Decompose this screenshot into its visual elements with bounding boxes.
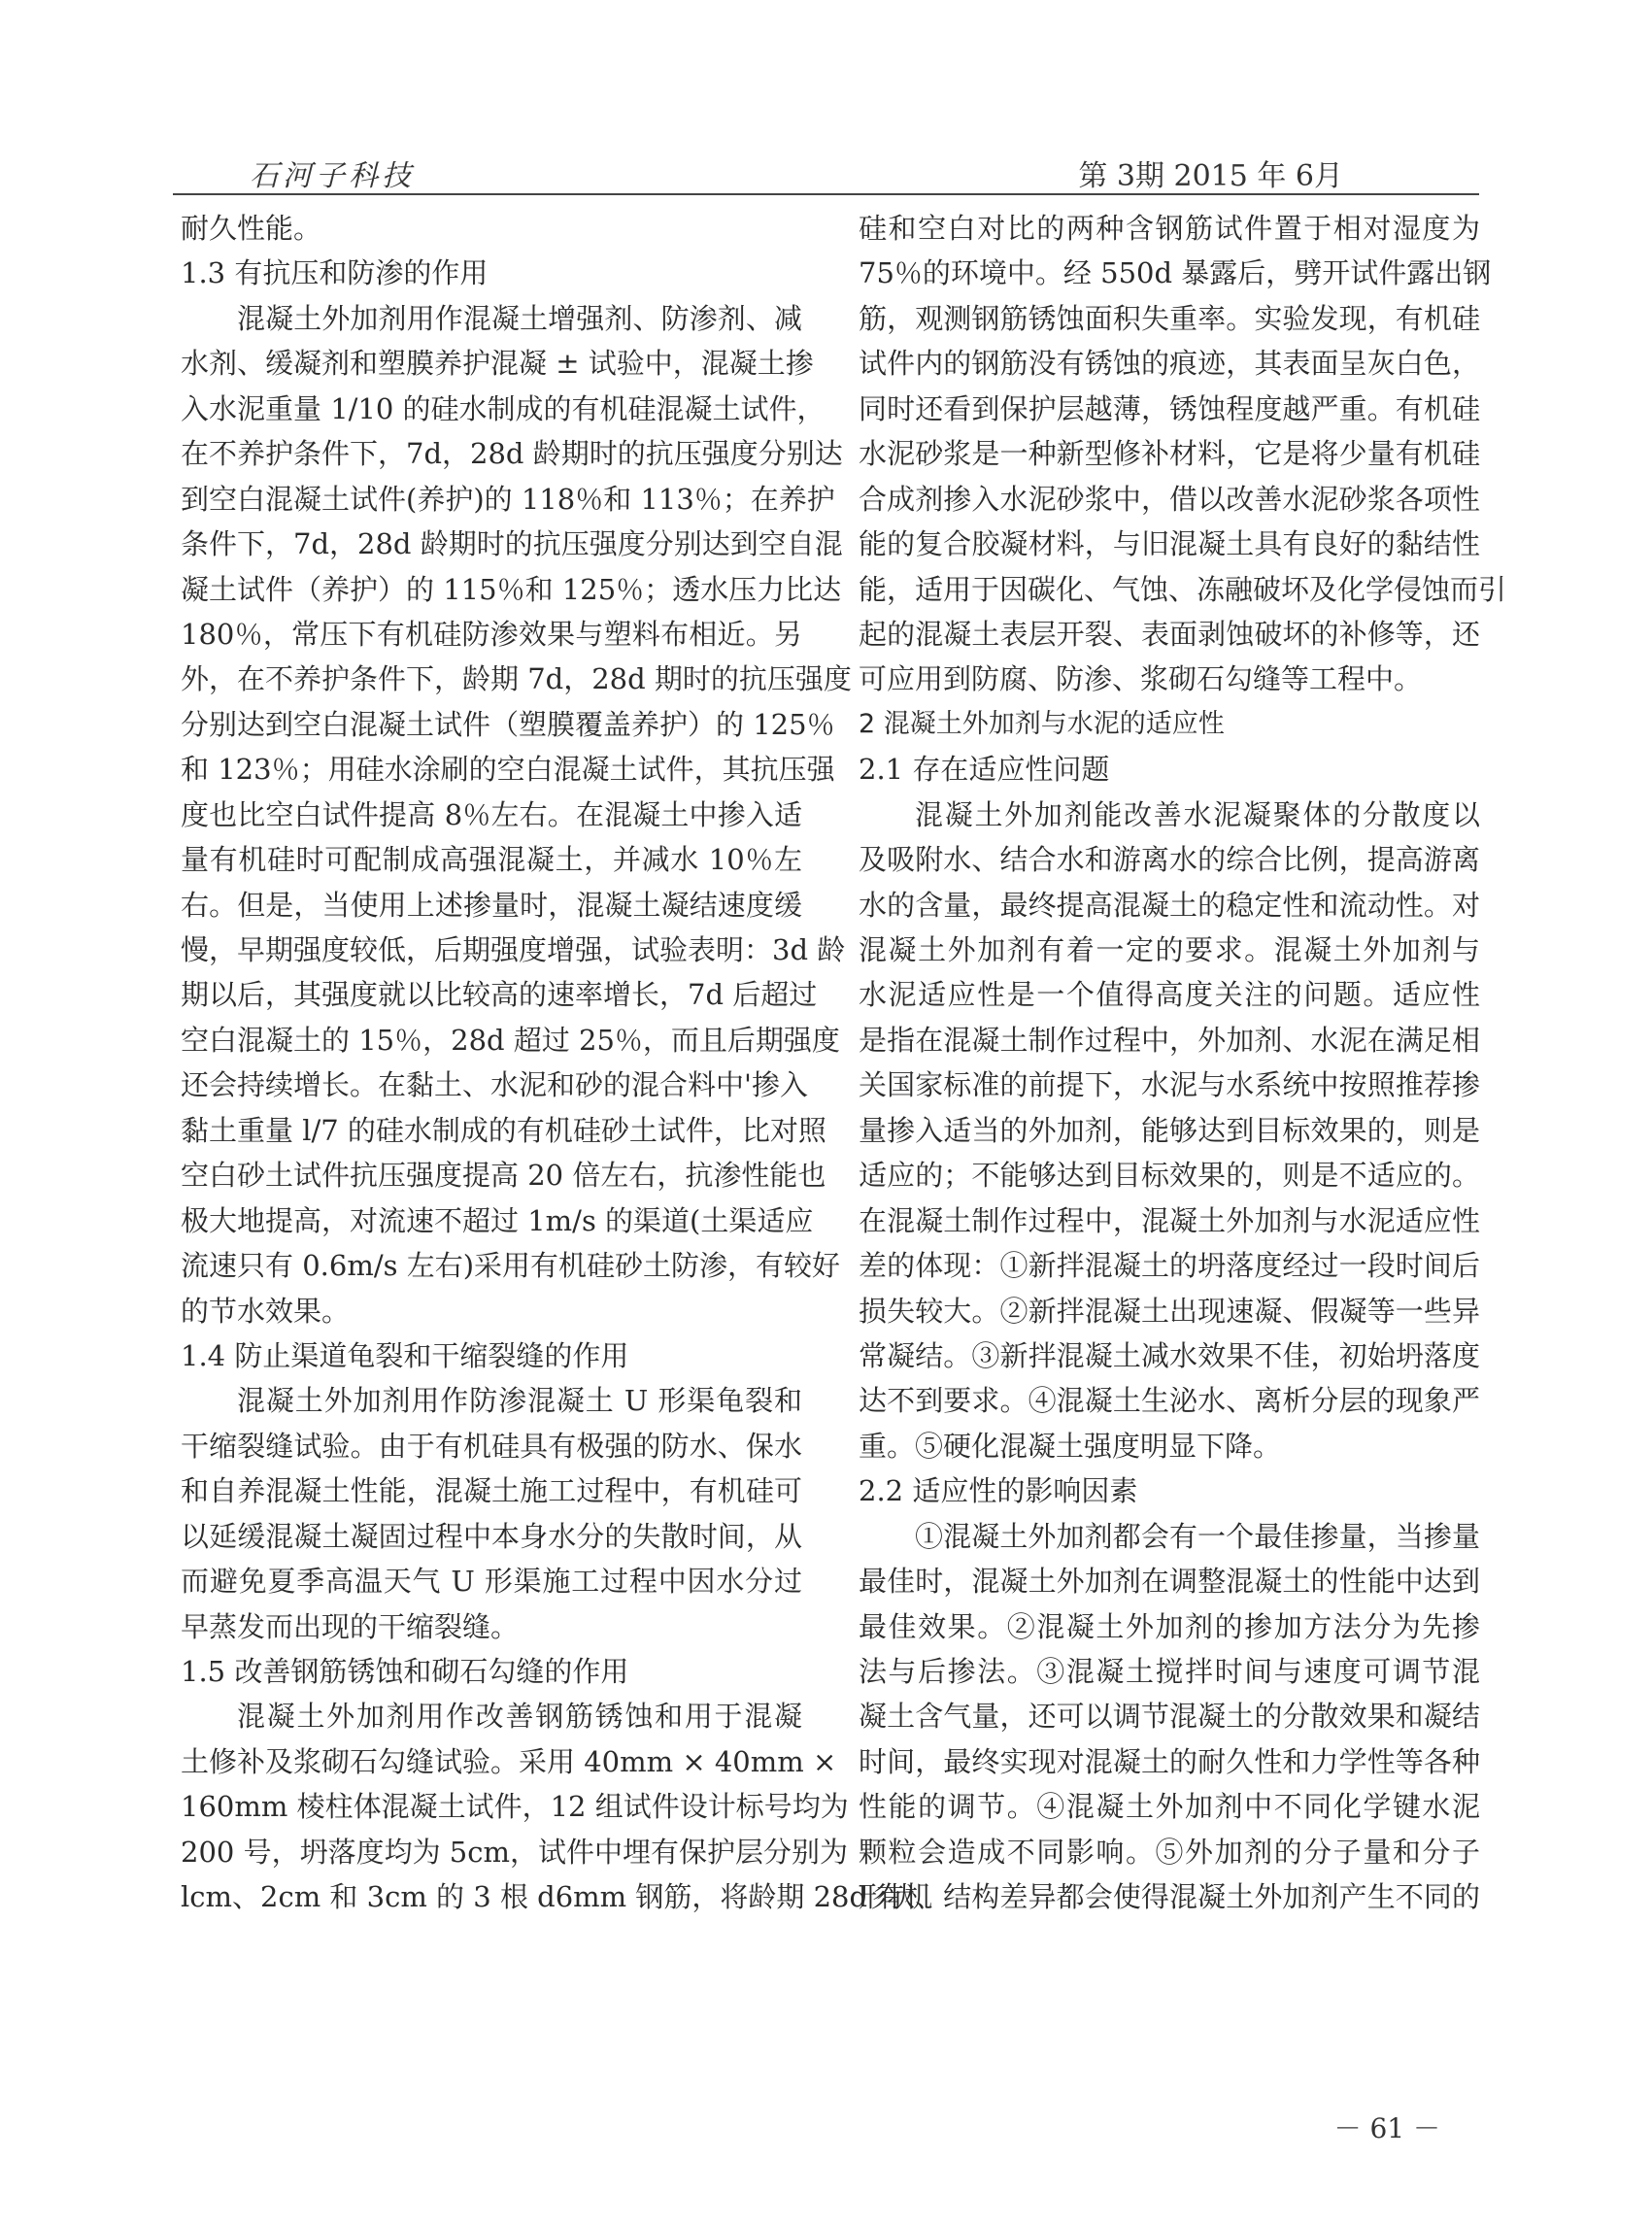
text-line: 适应的；不能够达到目标效果的，则是不适应的。 [859, 1159, 1480, 1193]
text-line: 以延缓混凝土凝固过程中本身水分的失散时间，从 [181, 1519, 802, 1553]
text-line: lcm、2cm 和 3cm 的 3 根 d6mm 钢筋，将龄期 28d 有机 [181, 1880, 933, 1914]
text-line: ①混凝土外加剂都会有一个最佳掺量，当掺量 [915, 1519, 1480, 1553]
text-line: 是指在混凝土制作过程中，外加剂、水泥在满足相 [859, 1023, 1480, 1057]
text-line: 达不到要求。④混凝土生泌水、离析分层的现象严 [859, 1384, 1480, 1418]
text-line: 干缩裂缝试验。由于有机硅具有极强的防水、保水 [181, 1429, 802, 1463]
text-line: 混凝土外加剂有着一定的要求。混凝土外加剂与 [859, 933, 1480, 966]
issue-info: 第 3期 2015 年 6月 [1078, 159, 1343, 193]
text-line: 土修补及浆砌石勾缝试验。采用 40mm × 40mm × [181, 1744, 837, 1778]
text-line: 硅和空白对比的两种含钢筋试件置于相对湿度为 [859, 212, 1480, 245]
text-line: 起的混凝土表层开裂、表面剥蚀破坏的补修等，还 [859, 617, 1480, 651]
text-line: 及吸附水、结合水和游离水的综合比例，提高游离 [859, 843, 1480, 877]
text-line: 度也比空白试件提高 8％左右。在混凝土中掺入适 [181, 797, 802, 831]
text-line: 水泥适应性是一个值得高度关注的问题。适应性 [859, 978, 1480, 1012]
text-line: 空白混凝土的 15％，28d 超过 25％，而且后期强度 [181, 1023, 840, 1057]
text-line: 最佳时，混凝土外加剂在调整混凝土的性能中达到 [859, 1565, 1480, 1599]
text-line: 差的体现：①新拌混凝土的坍落度经过一段时间后 [859, 1249, 1480, 1283]
text-line: 量有机硅时可配制成高强混凝土，并减水 10％左 [181, 843, 802, 877]
text-line: 法与后掺法。③混凝土搅拌时间与速度可调节混 [859, 1655, 1480, 1688]
section-heading: 2.1 存在适应性问题 [859, 753, 1110, 787]
text-line: 右。但是，当使用上述掺量时，混凝土凝结速度缓 [181, 888, 802, 922]
journal-title: 石河子科技 [250, 159, 415, 193]
text-line: 期以后，其强度就以比较高的速率增长，7d 后超过 [181, 978, 818, 1012]
text-line: 凝土含气量，还可以调节混凝土的分散效果和凝结 [859, 1700, 1480, 1734]
text-line: 在不养护条件下，7d，28d 龄期时的抗压强度分别达 [181, 437, 843, 471]
text-line: 入水泥重量 1/10 的硅水制成的有机硅混凝土试件， [181, 391, 826, 425]
text-line: 同时还看到保护层越薄，锈蚀程度越严重。有机硅 [859, 391, 1480, 425]
text-line: 在混凝土制作过程中，混凝土外加剂与水泥适应性 [859, 1203, 1480, 1237]
text-line: 能，适用于因碳化、气蚀、冻融破坏及化学侵蚀而引 [859, 572, 1507, 606]
text-line: 混凝土外加剂能改善水泥凝聚体的分散度以 [915, 797, 1480, 831]
text-line: 条件下，7d，28d 龄期时的抗压强度分别达到空自混 [181, 527, 843, 561]
text-line: 200 号，坍落度均为 5cm，试件中埋有保护层分别为 [181, 1835, 848, 1869]
text-line: 而避免夏季高温天气 U 形渠施工过程中因水分过 [181, 1565, 802, 1599]
text-line: 关国家标准的前提下，水泥与水系统中按照推荐掺 [859, 1068, 1480, 1102]
text-line: 水泥砂浆是一种新型修补材料，它是将少量有机硅 [859, 437, 1480, 471]
text-line: 水剂、缓凝剂和塑膜养护混凝 ± 试验中，混凝土掺 [181, 347, 814, 381]
text-line: 量掺入适当的外加剂，能够达到目标效果的，则是 [859, 1113, 1480, 1147]
text-line: 时间，最终实现对混凝土的耐久性和力学性等各种 [859, 1744, 1480, 1778]
text-line: 黏土重量 l/7 的硅水制成的有机硅砂土试件，比对照 [181, 1113, 826, 1147]
text-line: 混凝土外加剂用作防渗混凝土 U 形渠龟裂和 [237, 1384, 802, 1418]
text-line: 混凝土外加剂用作改善钢筋锈蚀和用于混凝 [237, 1700, 802, 1734]
text-line: 慢，早期强度较低，后期强度增强，试验表明：3d 龄 [181, 933, 846, 966]
text-line: 和自养混凝土性能，混凝土施工过程中，有机硅可 [181, 1474, 802, 1508]
text-line: 和 123％；用硅水涂刷的空白混凝土试件，其抗压强 [181, 753, 835, 787]
text-line: 75％的环境中。经 550d 暴露后，劈开试件露出钢 [859, 256, 1492, 290]
text-line: 还会持续增长。在黏土、水泥和砂的混合料中'掺入 [181, 1068, 808, 1102]
text-line: 最佳效果。②混凝土外加剂的掺加方法分为先掺 [859, 1609, 1480, 1643]
text-line: 试件内的钢筋没有锈蚀的痕迹，其表面呈灰白色， [859, 347, 1480, 381]
text-line: 的节水效果。 [181, 1294, 351, 1328]
section-heading: 1.3 有抗压和防渗的作用 [181, 256, 489, 290]
text-line: 混凝土外加剂用作混凝土增强剂、防渗剂、减 [237, 301, 802, 335]
text-line: 极大地提高，对流速不超过 1m/s 的渠道(土渠适应 [181, 1203, 814, 1237]
text-line: 160mm 棱柱体混凝土试件，12 组试件设计标号均为 [181, 1790, 849, 1824]
text-line: 凝土试件（养护）的 115％和 125％；透水压力比达 [181, 572, 842, 606]
text-line: 损失较大。②新拌混凝土出现速凝、假凝等一些异 [859, 1294, 1480, 1328]
text-line: 形状、结构差异都会使得混凝土外加剂产生不同的 [859, 1880, 1480, 1914]
text-line: 可应用到防腐、防渗、浆砌石勾缝等工程中。 [859, 662, 1423, 696]
section-heading: 1.4 防止渠道龟裂和干缩裂缝的作用 [181, 1338, 629, 1372]
text-line: 流速只有 0.6m/s 左右)采用有机硅砂土防渗，有较好 [181, 1249, 841, 1283]
text-line: 180％，常压下有机硅防渗效果与塑料布相近。另 [181, 617, 802, 651]
text-line: 分别达到空白混凝土试件（塑膜覆盖养护）的 125％ [181, 707, 835, 741]
text-line: 性能的调节。④混凝土外加剂中不同化学键水泥 [859, 1790, 1480, 1824]
text-line: 颗粒会造成不同影响。⑤外加剂的分子量和分子 [859, 1835, 1480, 1869]
right-column [859, 206, 1507, 1920]
header-divider [173, 193, 1479, 195]
page-number: － 61 － [1333, 2112, 1440, 2144]
text-line: 合成剂掺入水泥砂浆中，借以改善水泥砂浆各项性 [859, 482, 1480, 516]
text-line: 筋，观测钢筋锈蚀面积失重率。实验发现，有机硅 [859, 301, 1480, 335]
section-heading: 1.5 改善钢筋锈蚀和砌石勾缝的作用 [181, 1655, 629, 1688]
chapter-heading: 2 混凝土外加剂与水泥的适应性 [859, 708, 1225, 739]
text-line: 早蒸发而出现的干缩裂缝。 [181, 1609, 520, 1643]
text-line: 重。⑤硬化混凝土强度明显下降。 [859, 1429, 1282, 1463]
text-line: 常凝结。③新拌混凝土减水效果不佳，初始坍落度 [859, 1338, 1480, 1372]
text-line: 能的复合胶凝材料，与旧混凝土具有良好的黏结性 [859, 527, 1480, 561]
section-heading: 2.2 适应性的影响因素 [859, 1474, 1138, 1508]
left-column [181, 206, 933, 1920]
text-line: 空白砂土试件抗压强度提高 20 倍左右，抗渗性能也 [181, 1159, 826, 1193]
text-line: 耐久性能。 [181, 212, 322, 245]
text-line: 水的含量，最终提高混凝土的稳定性和流动性。对 [859, 888, 1480, 922]
text-line: 外，在不养护条件下，龄期 7d，28d 期时的抗压强度 [181, 662, 852, 696]
text-line: 到空白混凝土试件(养护)的 118％和 113％；在养护 [181, 482, 835, 516]
